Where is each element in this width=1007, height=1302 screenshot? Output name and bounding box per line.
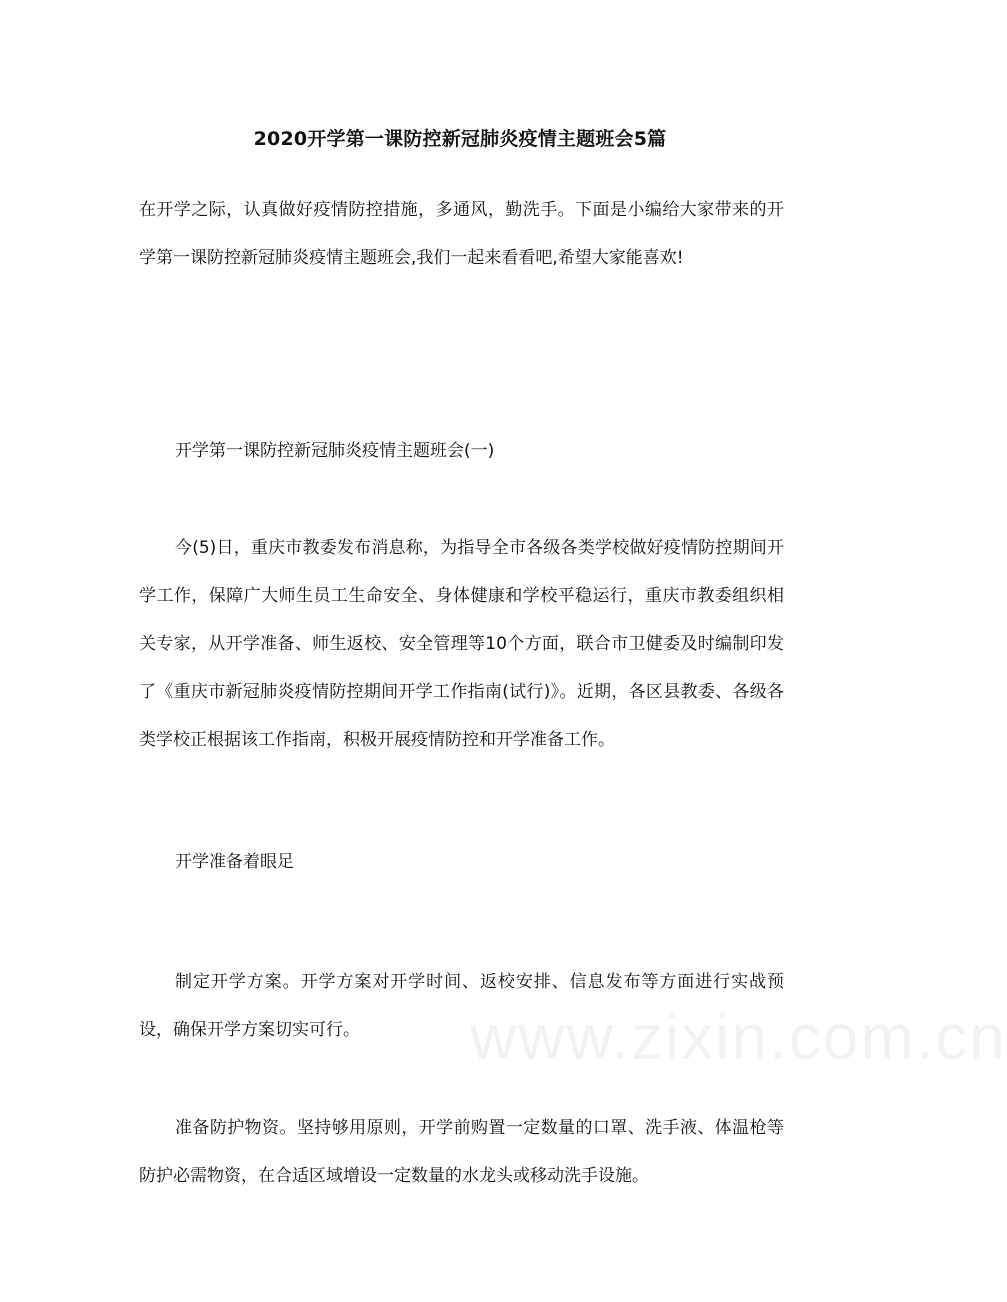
subheading-prep: 开学准备着眼足 (175, 852, 294, 872)
document-title: 2020开学第一课防控新冠肺炎疫情主题班会5篇 (253, 128, 667, 150)
plan-paragraph: 制定开学方案。开学方案对开学时间、返校安排、信息发布等方面进行实战预设，确保开学方案切实可行。 (139, 972, 784, 1040)
news-paragraph: 今(5)日，重庆市教委发布消息称，为指导全市各级各类学校做好疫情防控期间开学工作，保障广大师生员工生命安全、身体健康和学校平稳运行，重庆市教委组织相关专家，从开学准备、师生返校、安全管理等10个方面，联合市卫健委及时编制印发了《重庆市新冠肺炎疫情防控期间开学工作指南(试行)》。近期，各区县教委、各级各类学校正根据该工作指南，积极开展疫情防控和开学准备工作。 (139, 538, 784, 750)
intro-paragraph: 在开学之际，认真做好疫情防控措施，多通风，勤洗手。下面是小编给大家带来的开学第一课防控新冠肺炎疫情主题班会,我们一起来看看吧,希望大家能喜欢! (139, 200, 784, 268)
section-heading: 开学第一课防控新冠肺炎疫情主题班会(一) (175, 441, 495, 461)
supplies-paragraph: 准备防护物资。坚持够用原则，开学前购置一定数量的口罩、洗手液、体温枪等防护必需物资，在合适区域增设一定数量的水龙头或移动洗手设施。 (139, 1118, 784, 1186)
watermark: www.zixin.com.cn (470, 1001, 1007, 1073)
